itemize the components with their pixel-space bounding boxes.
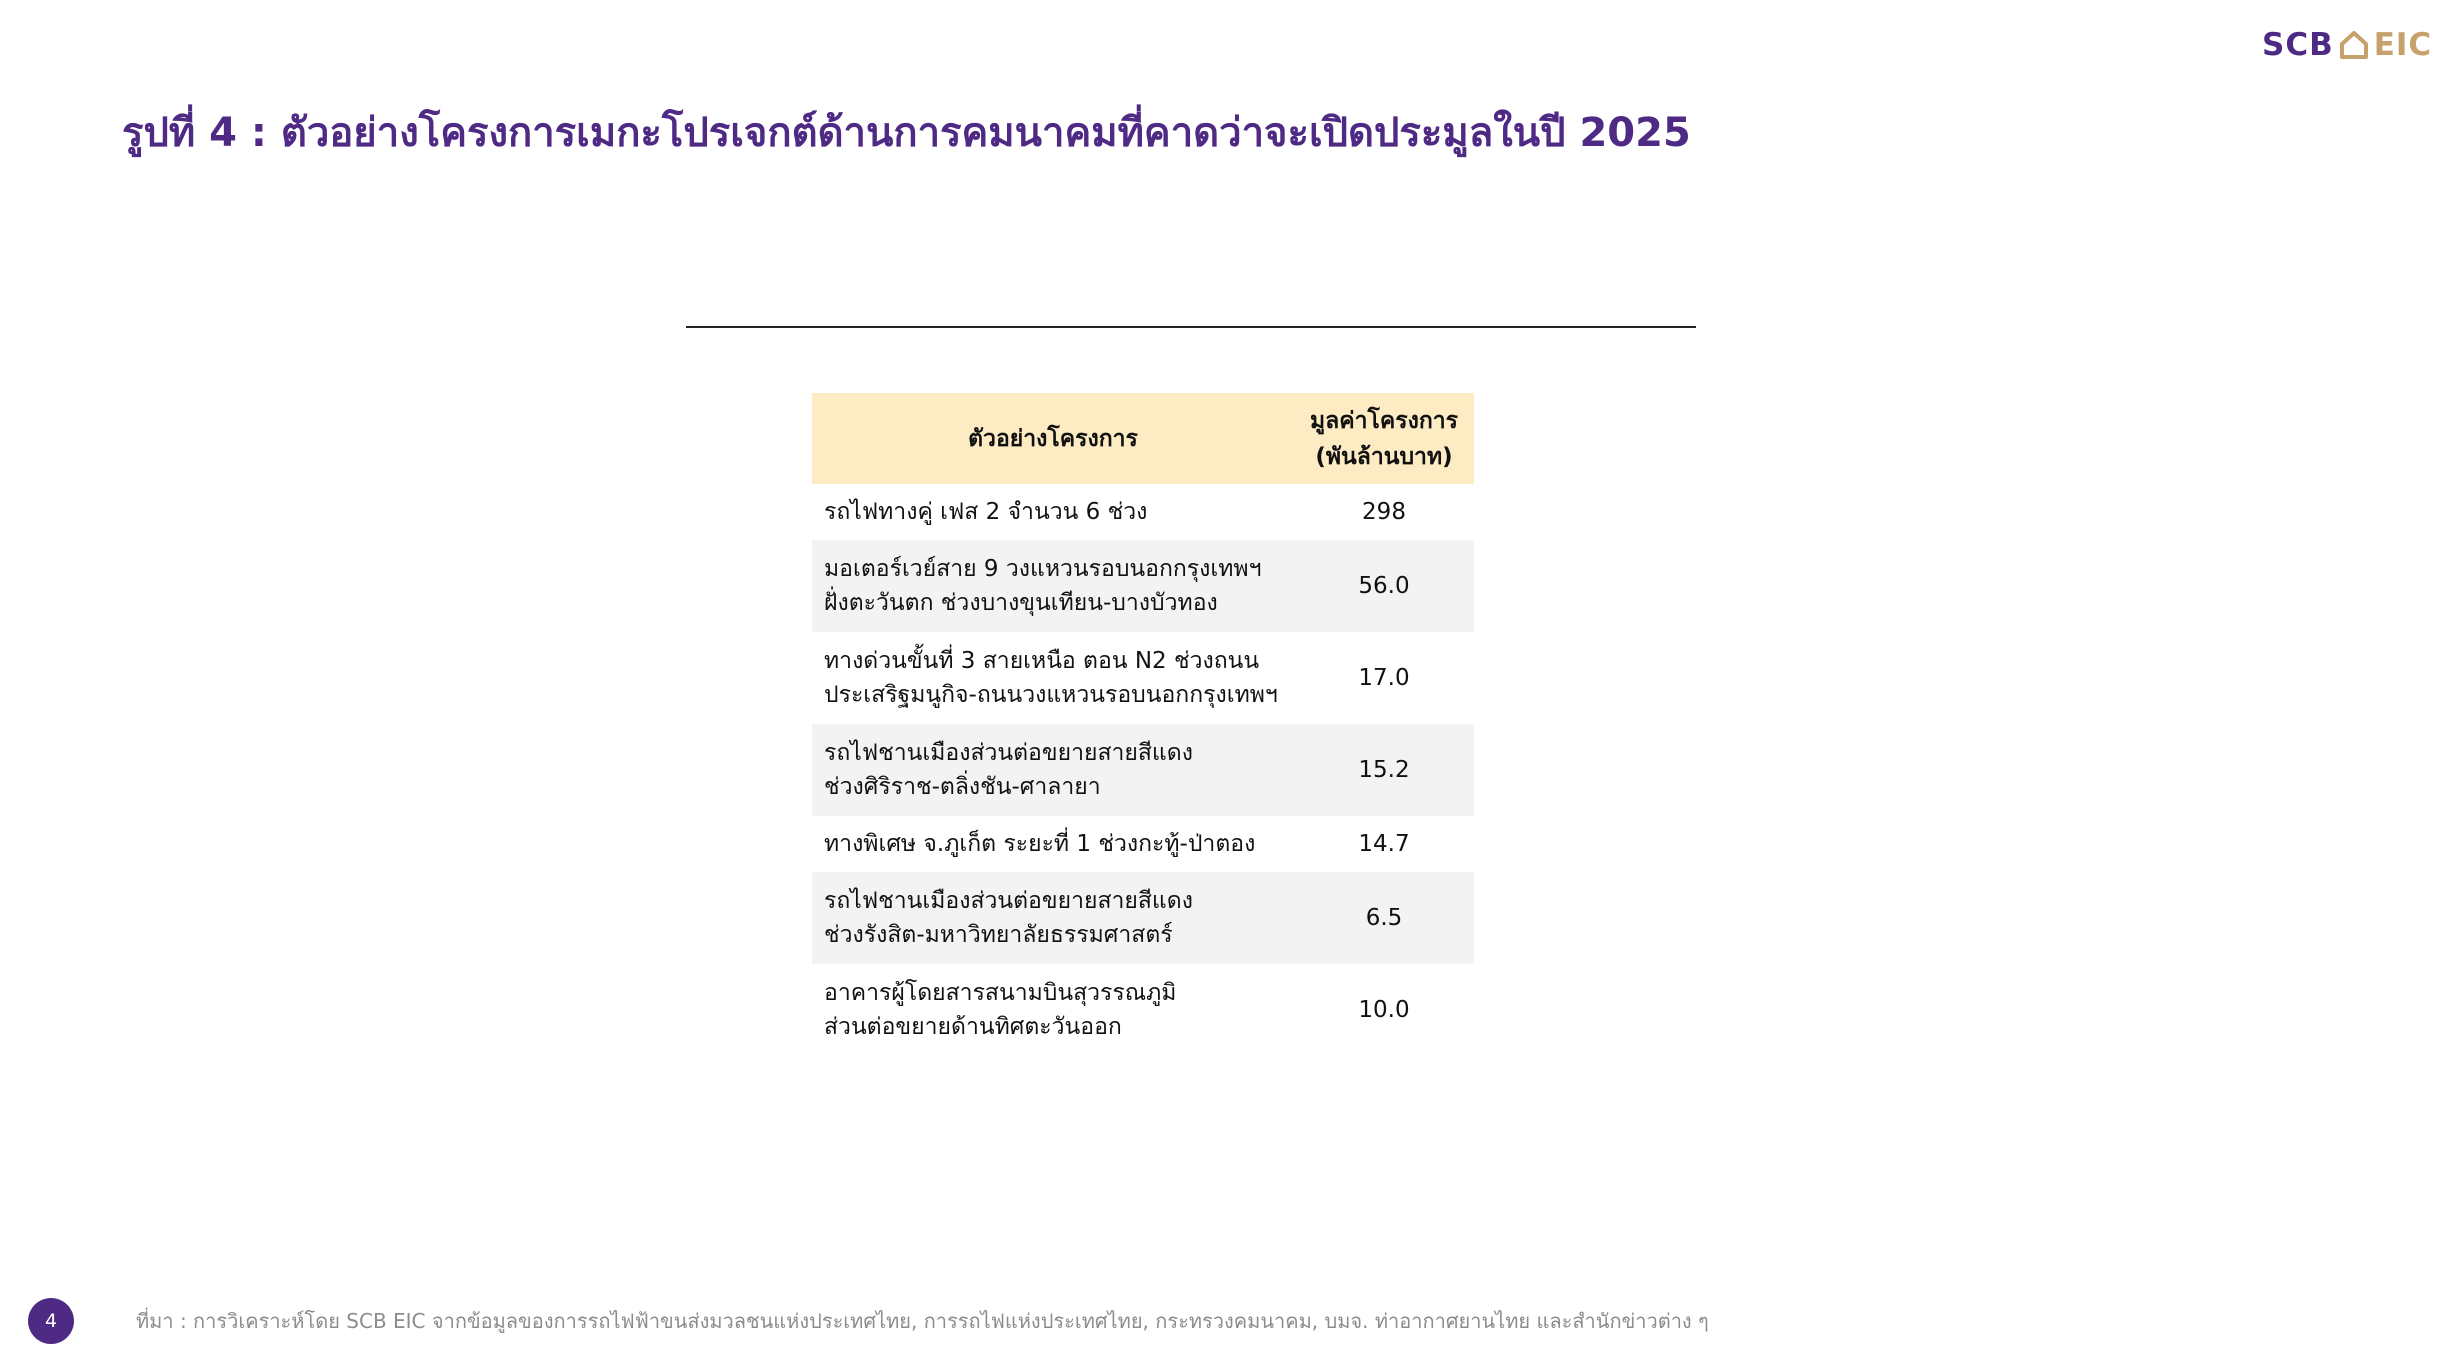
- house-icon: [2337, 28, 2371, 62]
- table-row: [812, 540, 1474, 632]
- scb-eic-logo: [2262, 22, 2432, 68]
- project-value: 298: [1362, 499, 1406, 525]
- project-name-line2: ประเสริฐมนูกิจ-ถนนวงแหวนรอบนอกกรุงเทพฯ: [824, 682, 1278, 708]
- project-name: [812, 964, 1294, 1056]
- header-value: [1294, 393, 1474, 484]
- table-row: [812, 964, 1474, 1056]
- project-name-line1: ทางด่วนขั้นที่ 3 สายเหนือ ตอน N2 ช่วงถนน: [824, 648, 1260, 674]
- divider-line: [686, 326, 1696, 328]
- project-name: [812, 632, 1294, 724]
- header-project: ตัวอย่างโครงการ: [812, 393, 1294, 484]
- page-title: รูปที่ 4 : ตัวอย่างโครงการเมกะโปรเจกต์ด้านการคมนาคมที่คาดว่าจะเปิดประมูลในปี 2025: [122, 110, 1691, 156]
- project-name: [812, 872, 1294, 964]
- header-value-line1: มูลค่าโครงการ: [1309, 407, 1459, 434]
- project-value: 6.5: [1294, 872, 1474, 964]
- project-name-line1: อาคารผู้โดยสารสนามบินสุวรรณภูมิ: [824, 980, 1177, 1006]
- table-header-row: [812, 393, 1474, 484]
- header-value-line2: (พันล้านบาท): [1315, 443, 1453, 470]
- project-name-line1: รถไฟทางคู่ เฟส 2 จำนวน 6 ช่วง: [824, 499, 1148, 525]
- logo-eic-text: EIC: [2373, 27, 2433, 63]
- project-value: 10.0: [1358, 997, 1410, 1023]
- project-name-line2: ช่วงศิริราช-ตลิ่งชัน-ศาลายา: [824, 774, 1101, 800]
- source-note: ที่มา : การวิเคราะห์โดย SCB EIC จากข้อมูลของการรถไฟฟ้าขนส่งมวลชนแห่งประเทศไทย, การรถไฟแห่งประเทศไทย, กระทรวงคมนาคม, บมจ. ท่าอากาศยานไทย และสำนักข่าวต่าง ๆ: [136, 1309, 1709, 1333]
- table-row: [812, 724, 1474, 816]
- project-name-line1: รถไฟชานเมืองส่วนต่อขยายสายสีแดง: [824, 888, 1193, 914]
- logo-scb-text: SCB: [2262, 27, 2334, 63]
- projects-table: [812, 393, 1474, 1056]
- page-number-badge: 4: [28, 1298, 74, 1344]
- project-name-line2: ฝั่งตะวันตก ช่วงบางขุนเทียน-บางบัวทอง: [824, 590, 1218, 616]
- project-value: 17.0: [1358, 665, 1410, 691]
- table-row: [812, 872, 1474, 964]
- table-row: [812, 484, 1474, 540]
- table-row: [812, 632, 1474, 724]
- project-name: [812, 484, 1294, 540]
- project-value: 56.0: [1294, 540, 1474, 632]
- project-value: 15.2: [1294, 724, 1474, 816]
- project-name: [812, 816, 1294, 872]
- project-name-line1: รถไฟชานเมืองส่วนต่อขยายสายสีแดง: [824, 740, 1193, 766]
- project-value: 14.7: [1358, 831, 1410, 857]
- project-name-line2: ส่วนต่อขยายด้านทิศตะวันออก: [824, 1014, 1122, 1040]
- project-name-line1: ทางพิเศษ จ.ภูเก็ต ระยะที่ 1 ช่วงกะทู้-ป่าตอง: [824, 831, 1256, 857]
- project-name-line1: มอเตอร์เวย์สาย 9 วงแหวนรอบนอกกรุงเทพฯ: [824, 556, 1262, 582]
- project-name: [812, 540, 1294, 632]
- project-name-line2: ช่วงรังสิต-มหาวิทยาลัยธรรมศาสตร์: [824, 922, 1173, 948]
- table-row: [812, 816, 1474, 872]
- project-name: [812, 724, 1294, 816]
